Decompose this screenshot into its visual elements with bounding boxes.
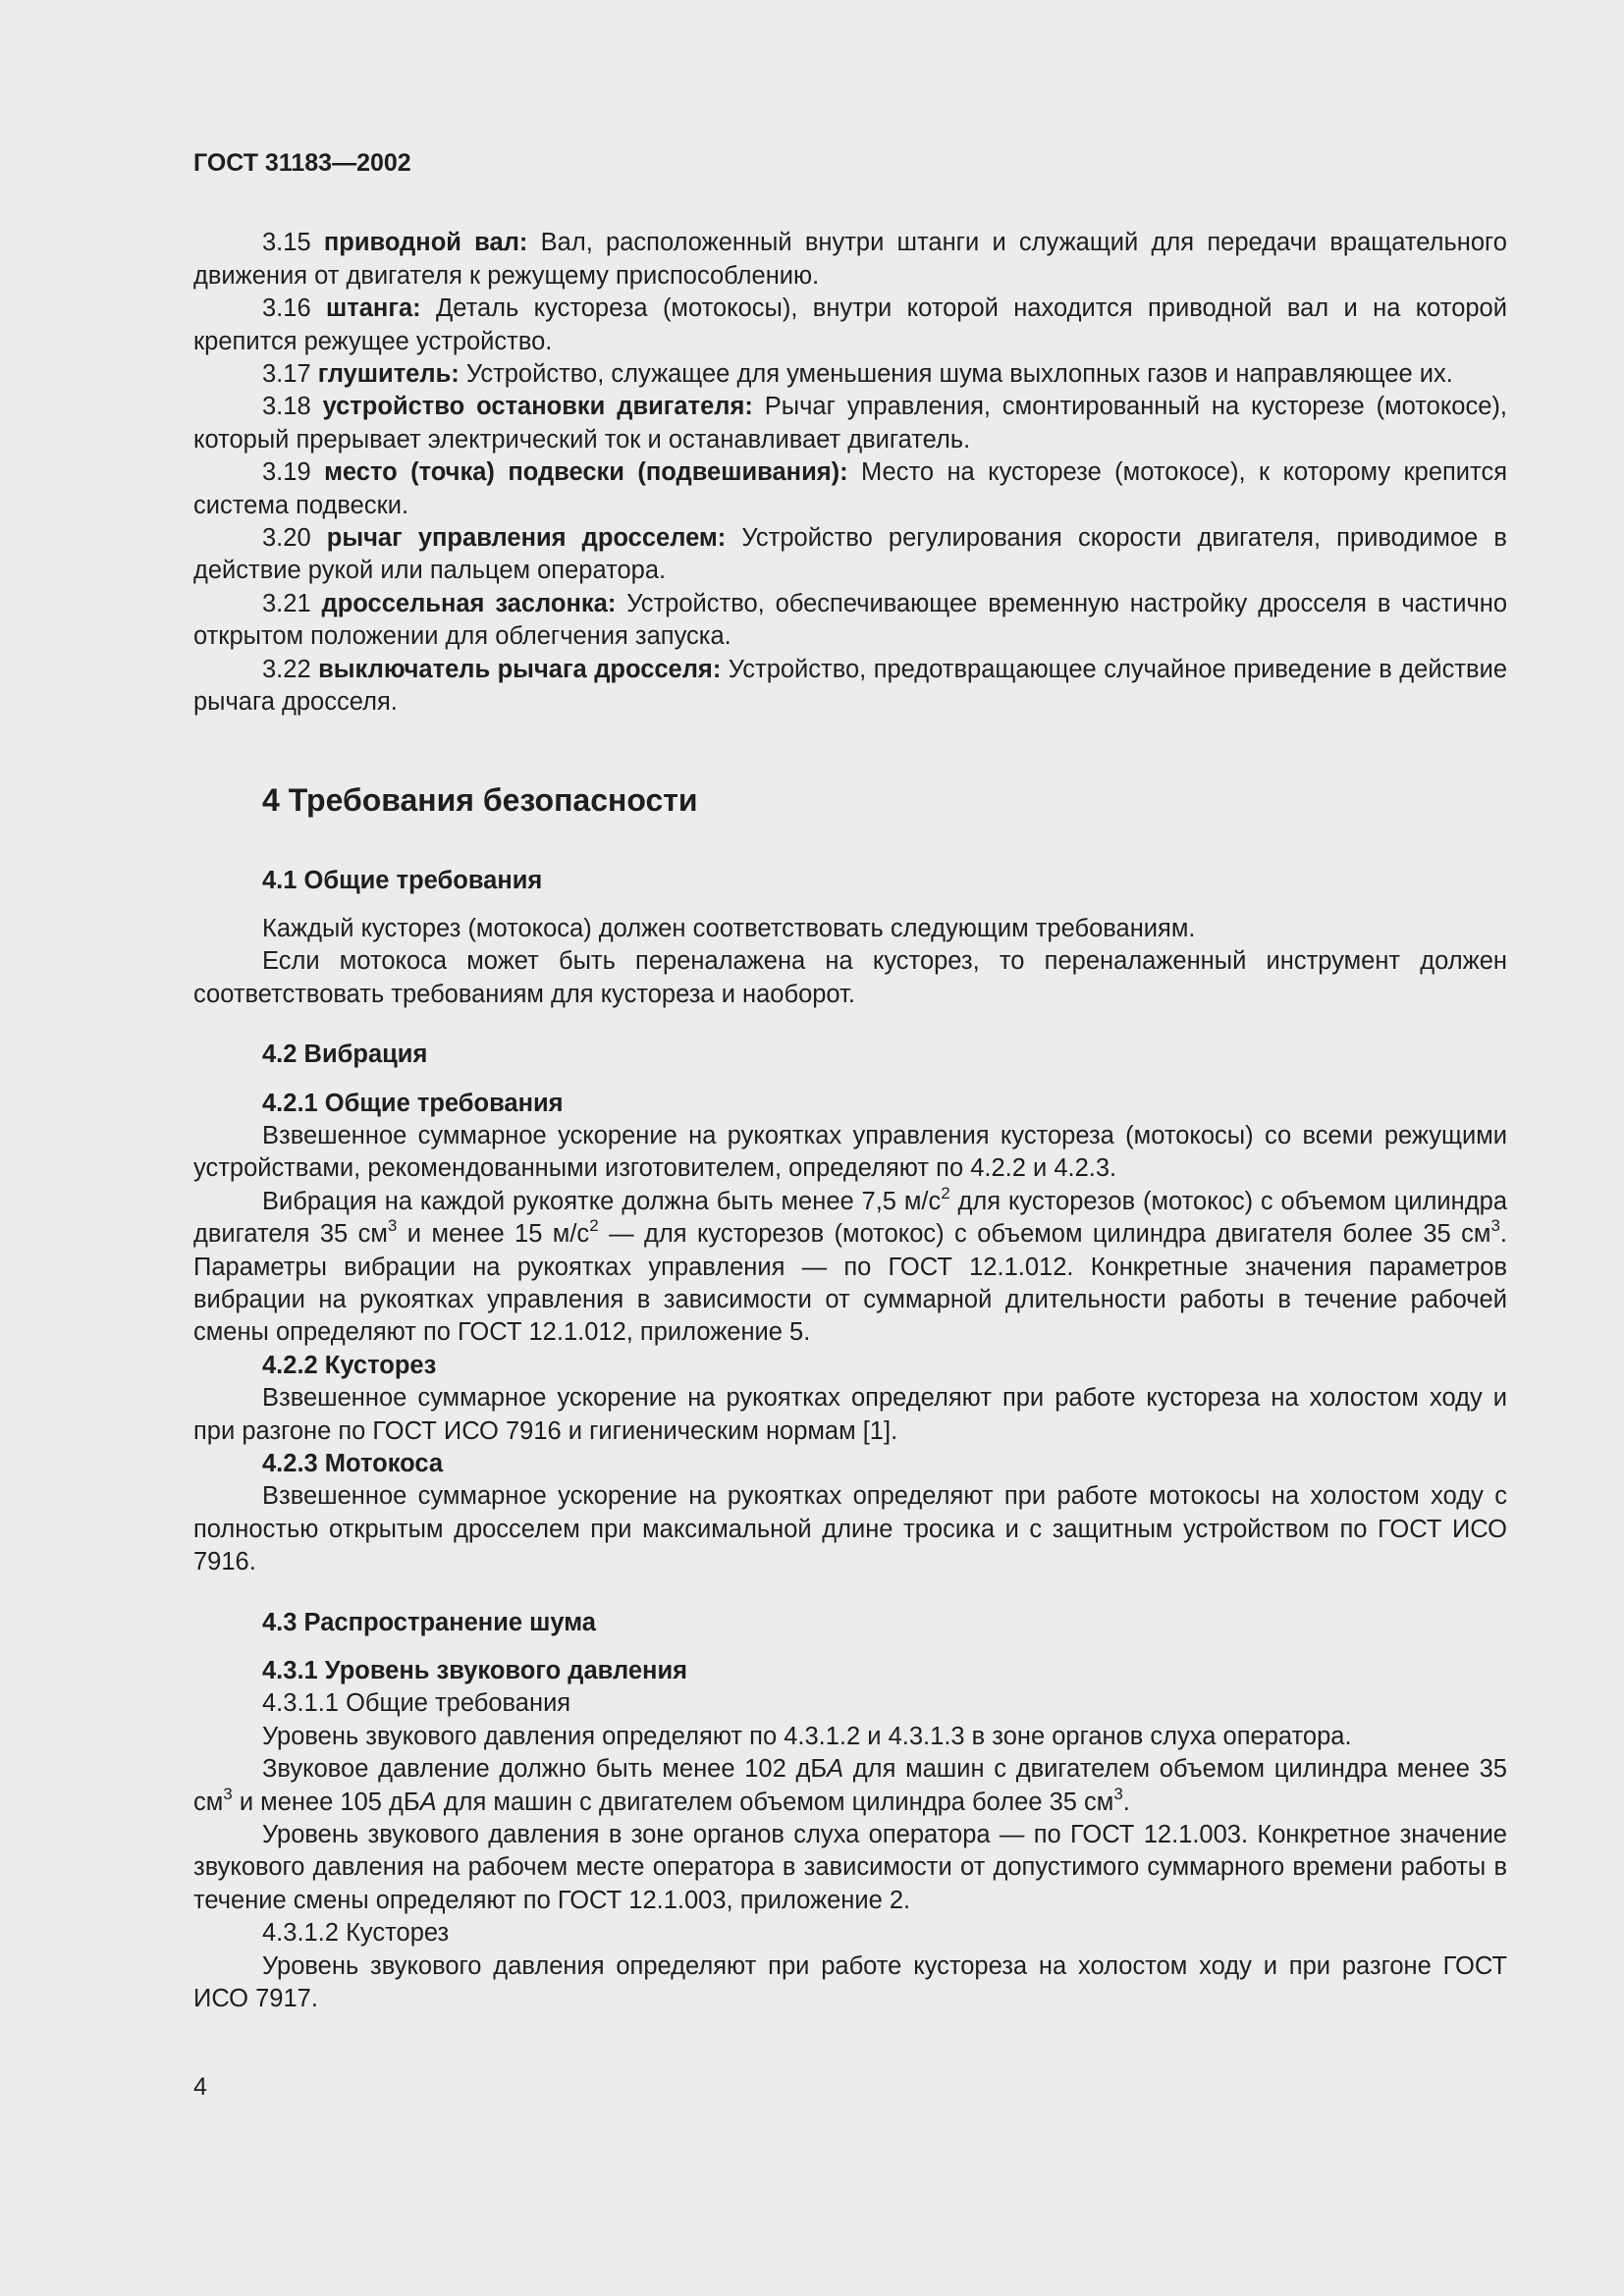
document-page (193, 147, 1507, 2016)
section-4-3-1-1-heading: 4.3.1.1 Общие требования (262, 1689, 571, 1718)
paragraph: Уровень звукового давления в зоне органов слуха оператора — по ГОСТ 12.1.003. Конкретное значение звукового давления на рабочем месте оператора в зависимости от допустимого суммарного времени работы в течение смены определяют по ГОСТ 12.1.003, приложение 2. (193, 1821, 1507, 1914)
page-number: 4 (193, 2073, 207, 2101)
document-header: ГОСТ 31183—2002 (193, 149, 411, 177)
section-4-2-heading: 4.2 Вибрация (262, 1041, 428, 1069)
term-paragraph: 3.17 глушитель: Устройство, служащее для уменьшения шума выхлопных газов и направляющее их. (262, 360, 1453, 389)
paragraph: Взвешенное суммарное ускорение на рукоятках определяют при работе мотокосы на холостом ходу с полностью открытым дросселем при максимальной длине тросика и с защитным устройством по ГОСТ ИСО 7916. (193, 1482, 1507, 1576)
section-4-3-heading: 4.3 Распространение шума (262, 1608, 596, 1636)
term-paragraph: 3.19 место (точка) подвески (подвешивания): Место на кусторезе (мотокосе), к которому крепится система подвески. (193, 458, 1508, 519)
term-paragraph: 3.22 выключатель рычага дросселя: Устройство, предотвращающее случайное приведение в действие рычага дросселя. (193, 655, 1507, 717)
section-4-2-2-heading: 4.2.2 Кусторез (262, 1351, 437, 1379)
section-4-3-1-heading: 4.3.1 Уровень звукового давления (262, 1657, 688, 1685)
vibration-paragraph: Вибрация на каждой рукоятке должна быть менее 7,5 $м/с^2$ для кусторезов (мотокос) с объемом цилиндра двигателя 35 $см^3$ и менее 15 $м/с^2$ — для кусторезов (мотокос) с объемом цилиндра двигателя более 35 $см^3$. Параметры вибрации на рукоятках управления — по ГОСТ 12.1.012. Конкретные значения параметров вибрации на рукоятках управления в зависимости от суммарной длительности работы в течение рабочей смены определяют по ГОСТ 12.1.012, приложение 5. (193, 1183, 1507, 1347)
term-paragraph: 3.15 приводной вал: Вал, расположенный внутри штанги и служащий для передачи вращательного движения от двигателя к режущему приспособлению. (193, 229, 1507, 290)
paragraph: Уровень звукового давления определяют при работе кустореза на холостом ходу и при разгоне ГОСТ ИСО 7917. (193, 1951, 1507, 2013)
section-4-1-heading: 4.1 Общие требования (262, 866, 543, 894)
term-paragraph: 3.18 устройство остановки двигателя: Рычаг управления, смонтированный на кусторезе (мотокосе), который прерывает электрический ток и останавливает двигатель. (193, 393, 1507, 454)
section-4-2-3-heading: 4.2.3 Мотокоса (262, 1450, 444, 1477)
paragraph: Взвешенное суммарное ускорение на рукоятках определяют при работе кустореза на холостом ходу и при разгоне по ГОСТ ИСО 7916 и гигиеническим нормам [1]. (193, 1384, 1507, 1445)
paragraph: Уровень звукового давления определяют по 4.3.1.2 и 4.3.1.3 в зоне органов слуха оператора. (262, 1722, 1352, 1750)
section-4-3-1-2-heading: 4.3.1.2 Кусторез (262, 1919, 450, 1948)
paragraph: Каждый кусторез (мотокоса) должен соответствовать следующим требованиям. (262, 914, 1196, 942)
term-paragraph: 3.16 штанга: Деталь кустореза (мотокосы), внутри которой находится приводной вал и на которой крепится режущее устройство. (193, 294, 1507, 355)
section-4-2-1-heading: 4.2.1 Общие требования (262, 1089, 564, 1117)
paragraph: Если мотокоса может быть переналажена на кусторез, то переналаженный инструмент должен соответствовать требованиям для кустореза и наоборот. (193, 947, 1507, 1008)
term-paragraph: 3.20 рычаг управления дросселем: Устройство регулирования скорости двигателя, приводимое в действие рукой или пальцем оператора. (193, 524, 1507, 585)
sound-paragraph: Звуковое давление должно быть менее 102 дБА для машин с двигателем объемом цилиндра менее 35 $см^3$ и менее 105 дБА для машин с двигателем объемом цилиндра более 35 $см^3$. (193, 1755, 1507, 1816)
section-4-heading: 4 Требования безопасности (262, 781, 698, 818)
term-paragraph: 3.21 дроссельная заслонка: Устройство, обеспечивающее временную настройку дросселя в частично открытом положении для облегчения запуска. (193, 589, 1508, 651)
terms-list (193, 227, 1507, 719)
paragraph: Взвешенное суммарное ускорение на рукоятках управления кустореза (мотокосы) со всеми режущими устройствами, рекомендованными изготовителем, определяют по 4.2.2 и 4.2.3. (193, 1121, 1507, 1183)
